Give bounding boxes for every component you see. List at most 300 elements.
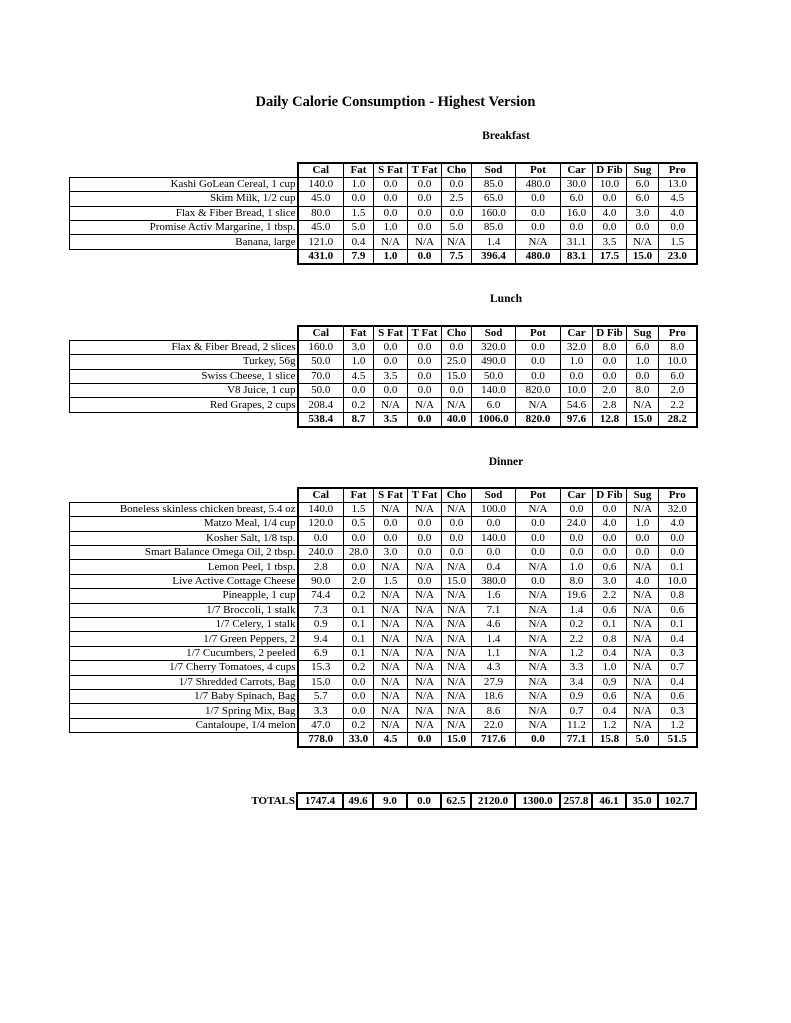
nutrient-value: N/A	[408, 502, 442, 516]
nutrient-value: 0.0	[561, 369, 593, 383]
food-name: 1/7 Baby Spinach, Bag	[70, 689, 298, 703]
nutrient-value: 10.0	[593, 177, 627, 191]
nutrient-value: N/A	[374, 618, 408, 632]
nutrient-value: 121.0	[298, 235, 344, 249]
nutrient-value: N/A	[374, 689, 408, 703]
column-header: T Fat	[408, 488, 442, 502]
nutrient-value: 0.0	[472, 517, 516, 531]
food-name: Flax & Fiber Bread, 2 slices	[70, 340, 298, 354]
nutrient-value: 0.0	[442, 340, 472, 354]
nutrient-value: 0.4	[344, 235, 374, 249]
grand-total-value: 9.0	[373, 793, 407, 809]
section-total-value: 15.0	[442, 733, 472, 747]
table-row	[70, 192, 697, 206]
section-total-value: 17.5	[593, 249, 627, 263]
nutrient-value: 0.0	[516, 340, 561, 354]
nutrient-value: 3.5	[374, 369, 408, 383]
nutrient-value: 27.9	[472, 675, 516, 689]
nutrient-value: 31.1	[561, 235, 593, 249]
nutrient-value: 0.0	[408, 574, 442, 588]
section-total-value: 717.6	[472, 733, 516, 747]
nutrient-value: 0.2	[344, 589, 374, 603]
nutrient-value: 0.1	[344, 632, 374, 646]
nutrient-value: N/A	[408, 704, 442, 718]
grand-totals-label: TOTALS	[251, 795, 295, 807]
nutrient-value: 54.6	[561, 398, 593, 412]
table-row	[70, 221, 697, 235]
section-total-value: 0.0	[408, 249, 442, 263]
nutrient-value: N/A	[627, 632, 659, 646]
nutrient-value: N/A	[374, 560, 408, 574]
nutrient-value: N/A	[516, 675, 561, 689]
grand-total-value: 62.5	[441, 793, 471, 809]
nutrient-value: 0.2	[561, 618, 593, 632]
nutrient-value: 0.0	[516, 546, 561, 560]
section-total-value: 7.9	[344, 249, 374, 263]
lunch-heading: Lunch	[490, 293, 522, 305]
section-total-value: 40.0	[442, 412, 472, 426]
total-spacer	[70, 733, 298, 747]
section-total-value: 15.0	[627, 249, 659, 263]
nutrient-value: 480.0	[516, 177, 561, 191]
table-row	[70, 646, 697, 660]
nutrient-value: 0.0	[593, 355, 627, 369]
nutrient-value: 0.0	[561, 502, 593, 516]
section-total-value: 1006.0	[472, 412, 516, 426]
nutrient-value: 2.0	[659, 384, 697, 398]
nutrient-value: 0.0	[516, 531, 561, 545]
column-header: D Fib	[593, 326, 627, 340]
nutrient-value: N/A	[627, 689, 659, 703]
nutrient-value: 0.0	[627, 221, 659, 235]
nutrient-value: 1.2	[593, 718, 627, 732]
nutrient-value: 32.0	[561, 340, 593, 354]
nutrient-value: 8.6	[472, 704, 516, 718]
nutrient-value: N/A	[374, 661, 408, 675]
nutrient-value: 0.0	[298, 531, 344, 545]
nutrient-value: 0.0	[408, 369, 442, 383]
nutrient-value: 0.5	[344, 517, 374, 531]
nutrient-value: 8.0	[593, 340, 627, 354]
nutrient-value: N/A	[408, 398, 442, 412]
nutrient-value: 1.2	[561, 646, 593, 660]
nutrient-value: 0.6	[659, 603, 697, 617]
nutrient-value: 3.0	[593, 574, 627, 588]
column-header: Cho	[442, 326, 472, 340]
nutrient-value: 0.0	[374, 355, 408, 369]
nutrient-value: N/A	[627, 661, 659, 675]
nutrient-value: 0.0	[442, 531, 472, 545]
column-header: Fat	[344, 163, 374, 177]
nutrient-value: 0.0	[344, 384, 374, 398]
section-total-value: 396.4	[472, 249, 516, 263]
table-row	[70, 206, 697, 220]
table-row	[70, 384, 697, 398]
nutrient-value: 3.0	[627, 206, 659, 220]
column-header: Pro	[659, 326, 697, 340]
section-total-value: 1.0	[374, 249, 408, 263]
section-total-value: 820.0	[516, 412, 561, 426]
food-name: Red Grapes, 2 cups	[70, 398, 298, 412]
nutrient-value: 0.9	[593, 675, 627, 689]
nutrient-value: 3.5	[593, 235, 627, 249]
grand-total-value: 2120.0	[471, 793, 515, 809]
nutrient-value: 6.0	[627, 340, 659, 354]
section-total-value: 51.5	[659, 733, 697, 747]
nutrient-value: 6.0	[659, 369, 697, 383]
nutrient-value: 0.0	[472, 546, 516, 560]
nutrient-value: 0.0	[408, 206, 442, 220]
nutrient-value: N/A	[408, 646, 442, 660]
food-name: Promise Activ Margarine, 1 tbsp.	[70, 221, 298, 235]
food-name: Swiss Cheese, 1 slice	[70, 369, 298, 383]
nutrient-value: N/A	[627, 398, 659, 412]
food-name: 1/7 Shredded Carrots, Bag	[70, 675, 298, 689]
nutrient-value: 0.0	[593, 502, 627, 516]
grand-total-value: 46.1	[592, 793, 626, 809]
nutrient-value: 24.0	[561, 517, 593, 531]
column-header: T Fat	[408, 163, 442, 177]
nutrient-value: N/A	[516, 718, 561, 732]
nutrient-value: 4.0	[659, 517, 697, 531]
table-row	[70, 235, 697, 249]
nutrient-value: 0.0	[593, 369, 627, 383]
nutrient-value: 4.0	[659, 206, 697, 220]
column-header: S Fat	[374, 326, 408, 340]
section-total-row	[70, 412, 697, 426]
nutrient-value: 0.0	[516, 192, 561, 206]
table-row	[70, 689, 697, 703]
nutrient-value: 0.0	[561, 546, 593, 560]
nutrient-value: 0.4	[593, 646, 627, 660]
nutrient-value: N/A	[442, 589, 472, 603]
column-header: S Fat	[374, 163, 408, 177]
nutrient-value: 0.4	[472, 560, 516, 574]
header-blank	[70, 326, 298, 340]
nutrient-value: 1.2	[659, 718, 697, 732]
nutrient-value: 50.0	[472, 369, 516, 383]
nutrient-value: N/A	[516, 704, 561, 718]
nutrient-value: 85.0	[472, 177, 516, 191]
nutrient-value: 0.0	[516, 574, 561, 588]
nutrient-value: 1.4	[472, 235, 516, 249]
table-row	[70, 618, 697, 632]
total-spacer	[70, 249, 298, 263]
food-name: Skim Milk, 1/2 cup	[70, 192, 298, 206]
column-header: Sod	[472, 488, 516, 502]
nutrient-value: 25.0	[442, 355, 472, 369]
nutrient-value: 1.5	[344, 206, 374, 220]
nutrient-value: 3.0	[374, 546, 408, 560]
nutrient-value: 3.0	[344, 340, 374, 354]
header-blank	[70, 488, 298, 502]
nutrient-value: 4.0	[627, 574, 659, 588]
nutrient-value: 45.0	[298, 192, 344, 206]
nutrient-value: 0.0	[561, 221, 593, 235]
nutrient-value: 0.6	[593, 560, 627, 574]
nutrient-value: 490.0	[472, 355, 516, 369]
nutrient-value: 18.6	[472, 689, 516, 703]
nutrient-value: 4.0	[593, 517, 627, 531]
column-header: Fat	[344, 326, 374, 340]
grand-total-value: 0.0	[407, 793, 441, 809]
table-row	[70, 675, 697, 689]
nutrient-value: 30.0	[561, 177, 593, 191]
nutrient-value: N/A	[627, 560, 659, 574]
column-header: Cal	[298, 163, 344, 177]
nutrient-value: 65.0	[472, 192, 516, 206]
column-header: Pot	[516, 163, 561, 177]
food-name: Kashi GoLean Cereal, 1 cup	[70, 177, 298, 191]
nutrient-value: N/A	[627, 675, 659, 689]
column-header: Car	[561, 163, 593, 177]
column-header: Sug	[627, 326, 659, 340]
nutrient-value: 19.6	[561, 589, 593, 603]
section-total-value: 431.0	[298, 249, 344, 263]
nutrient-value: 6.0	[561, 192, 593, 206]
nutrient-value: 0.0	[593, 221, 627, 235]
nutrient-value: N/A	[442, 646, 472, 660]
food-name: 1/7 Green Peppers, 2	[70, 632, 298, 646]
nutrient-value: N/A	[374, 398, 408, 412]
nutrient-value: 1.6	[472, 589, 516, 603]
nutrient-value: N/A	[442, 502, 472, 516]
nutrient-value: 16.0	[561, 206, 593, 220]
food-name: Cantaloupe, 1/4 melon	[70, 718, 298, 732]
nutrient-value: 0.0	[659, 221, 697, 235]
column-header: Cal	[298, 488, 344, 502]
nutrient-value: 140.0	[472, 531, 516, 545]
column-header: D Fib	[593, 163, 627, 177]
nutrient-value: 1.0	[344, 177, 374, 191]
nutrient-value: 240.0	[298, 546, 344, 560]
nutrient-value: N/A	[408, 603, 442, 617]
nutrient-value: 50.0	[298, 384, 344, 398]
nutrient-value: 0.0	[344, 675, 374, 689]
header-row	[70, 163, 697, 177]
nutrient-value: 13.0	[659, 177, 697, 191]
nutrient-value: 0.8	[593, 632, 627, 646]
nutrient-value: 0.0	[516, 221, 561, 235]
food-name: Flax & Fiber Bread, 1 slice	[70, 206, 298, 220]
nutrient-value: N/A	[408, 589, 442, 603]
column-header: Pot	[516, 326, 561, 340]
nutrient-value: 1.0	[627, 355, 659, 369]
nutrient-value: N/A	[627, 589, 659, 603]
nutrient-value: 0.9	[561, 689, 593, 703]
nutrient-value: 3.4	[561, 675, 593, 689]
nutrient-value: N/A	[408, 718, 442, 732]
nutrient-value: N/A	[516, 560, 561, 574]
nutrient-value: 10.0	[659, 355, 697, 369]
nutrient-value: 120.0	[298, 517, 344, 531]
nutrient-value: N/A	[442, 718, 472, 732]
grand-total-value: 102.7	[658, 793, 696, 809]
nutrient-value: N/A	[442, 398, 472, 412]
dinner-heading: Dinner	[488, 456, 524, 468]
nutrient-value: N/A	[442, 560, 472, 574]
nutrient-value: N/A	[516, 646, 561, 660]
table-row	[70, 661, 697, 675]
nutrient-value: N/A	[374, 718, 408, 732]
nutrient-value: 0.0	[627, 369, 659, 383]
column-header: D Fib	[593, 488, 627, 502]
section-total-value: 12.8	[593, 412, 627, 426]
nutrient-value: 0.0	[442, 177, 472, 191]
nutrient-value: N/A	[516, 632, 561, 646]
nutrient-value: 160.0	[298, 340, 344, 354]
column-header: Pot	[516, 488, 561, 502]
column-header: Car	[561, 488, 593, 502]
table-row	[70, 517, 697, 531]
nutrient-value: 0.8	[659, 589, 697, 603]
nutrient-value: 2.2	[561, 632, 593, 646]
nutrient-value: N/A	[442, 675, 472, 689]
nutrient-value: 0.0	[593, 192, 627, 206]
nutrient-value: 0.0	[442, 517, 472, 531]
nutrient-value: 10.0	[659, 574, 697, 588]
nutrient-value: 45.0	[298, 221, 344, 235]
nutrient-value: N/A	[408, 618, 442, 632]
nutrient-value: N/A	[516, 502, 561, 516]
nutrient-value: 0.2	[344, 398, 374, 412]
nutrient-value: N/A	[516, 589, 561, 603]
nutrient-value: 6.0	[627, 192, 659, 206]
column-header: Sod	[472, 163, 516, 177]
nutrient-value: 7.3	[298, 603, 344, 617]
nutrient-value: N/A	[516, 689, 561, 703]
nutrient-value: 0.4	[593, 704, 627, 718]
nutrient-value: 5.7	[298, 689, 344, 703]
nutrient-value: 85.0	[472, 221, 516, 235]
section-total-value: 15.0	[627, 412, 659, 426]
nutrient-value: 140.0	[298, 502, 344, 516]
food-name: Matzo Meal, 1/4 cup	[70, 517, 298, 531]
nutrient-value: 0.2	[344, 718, 374, 732]
nutrient-value: 2.2	[593, 589, 627, 603]
nutrient-value: 1.1	[472, 646, 516, 660]
section-total-value: 778.0	[298, 733, 344, 747]
food-name: Banana, large	[70, 235, 298, 249]
nutrient-value: 5.0	[344, 221, 374, 235]
nutrient-value: N/A	[408, 689, 442, 703]
nutrient-value: 0.6	[659, 689, 697, 703]
nutrient-value: 1.0	[344, 355, 374, 369]
table-row	[70, 369, 697, 383]
column-header: Sod	[472, 326, 516, 340]
nutrient-value: 0.0	[659, 531, 697, 545]
nutrient-value: 0.1	[344, 646, 374, 660]
column-header: Cho	[442, 488, 472, 502]
nutrient-value: 0.0	[374, 517, 408, 531]
nutrient-value: 0.0	[442, 384, 472, 398]
nutrient-value: N/A	[442, 661, 472, 675]
grand-total-value: 35.0	[626, 793, 658, 809]
nutrient-value: 0.0	[442, 546, 472, 560]
nutrient-value: 820.0	[516, 384, 561, 398]
nutrient-value: 8.0	[659, 340, 697, 354]
nutrient-value: N/A	[516, 398, 561, 412]
nutrient-value: 0.0	[408, 384, 442, 398]
table-row	[70, 340, 697, 354]
nutrient-value: 208.4	[298, 398, 344, 412]
nutrient-value: N/A	[374, 704, 408, 718]
nutrient-value: N/A	[442, 618, 472, 632]
grand-totals-table	[69, 792, 697, 810]
grand-total-value: 49.6	[343, 793, 373, 809]
nutrient-value: N/A	[374, 632, 408, 646]
header-row	[70, 326, 697, 340]
column-header: Pro	[659, 488, 697, 502]
section-total-value: 0.0	[408, 733, 442, 747]
nutrient-value: N/A	[627, 603, 659, 617]
nutrient-value: 8.0	[561, 574, 593, 588]
table-row	[70, 177, 697, 191]
nutrient-value: 15.0	[298, 675, 344, 689]
nutrient-value: 2.5	[442, 192, 472, 206]
nutrient-value: 0.0	[408, 192, 442, 206]
nutrient-value: N/A	[408, 675, 442, 689]
nutrient-value: 0.0	[374, 192, 408, 206]
table-row	[70, 574, 697, 588]
nutrient-value: N/A	[627, 235, 659, 249]
nutrient-value: N/A	[374, 646, 408, 660]
nutrient-value: 90.0	[298, 574, 344, 588]
nutrient-value: 0.0	[374, 177, 408, 191]
section-total-value: 5.0	[627, 733, 659, 747]
table-row	[70, 603, 697, 617]
nutrient-value: 10.0	[561, 384, 593, 398]
lunch-table	[69, 325, 698, 428]
nutrient-value: 28.0	[344, 546, 374, 560]
section-total-value: 3.5	[374, 412, 408, 426]
section-total-value: 15.8	[593, 733, 627, 747]
section-total-row	[70, 249, 697, 263]
nutrient-value: 0.0	[408, 221, 442, 235]
nutrient-value: 6.0	[627, 177, 659, 191]
nutrient-value: N/A	[442, 704, 472, 718]
nutrient-value: 0.0	[627, 546, 659, 560]
nutrient-value: 0.0	[516, 369, 561, 383]
grand-total-value: 1747.4	[297, 793, 343, 809]
nutrient-value: 320.0	[472, 340, 516, 354]
nutrient-value: 6.0	[472, 398, 516, 412]
column-header: Car	[561, 326, 593, 340]
grand-total-value: 257.8	[560, 793, 592, 809]
nutrient-value: N/A	[374, 675, 408, 689]
nutrient-value: N/A	[442, 235, 472, 249]
nutrient-value: N/A	[627, 502, 659, 516]
nutrient-value: N/A	[442, 689, 472, 703]
nutrient-value: 15.0	[442, 369, 472, 383]
nutrient-value: 4.5	[344, 369, 374, 383]
section-total-value: 4.5	[374, 733, 408, 747]
nutrient-value: 0.0	[593, 531, 627, 545]
nutrient-value: 9.4	[298, 632, 344, 646]
nutrient-value: 3.3	[561, 661, 593, 675]
nutrient-value: N/A	[442, 603, 472, 617]
nutrient-value: N/A	[516, 603, 561, 617]
nutrient-value: 0.0	[408, 340, 442, 354]
column-header: Cal	[298, 326, 344, 340]
nutrient-value: 0.2	[344, 661, 374, 675]
food-name: Smart Balance Omega Oil, 2 tbsp.	[70, 546, 298, 560]
nutrient-value: 0.6	[593, 689, 627, 703]
nutrient-value: 0.9	[298, 618, 344, 632]
section-total-value: 23.0	[659, 249, 697, 263]
nutrient-value: 1.0	[561, 355, 593, 369]
nutrient-value: 0.0	[344, 560, 374, 574]
